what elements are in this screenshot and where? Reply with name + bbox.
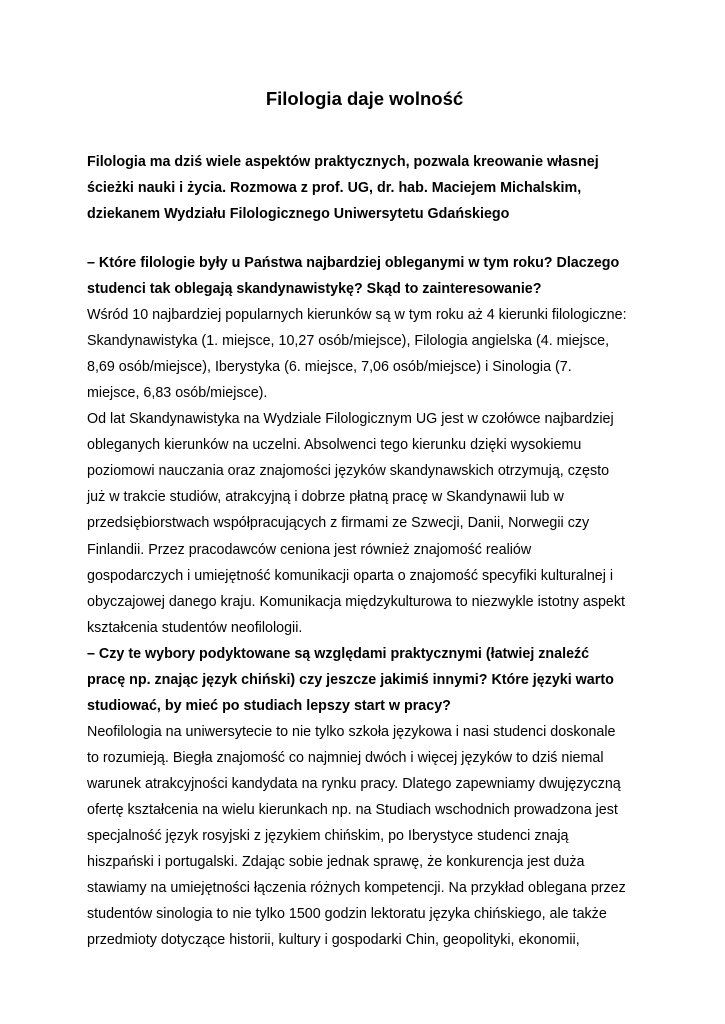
answer-2-paragraph-1: [87, 719, 642, 953]
answer-line: poziomowi nauczania oraz znajomości języków skandynawskich otrzymują, często: [87, 463, 610, 480]
lead-paragraph: [87, 149, 642, 227]
interview-body: [87, 250, 642, 953]
answer-line: warunek atrakcyjności kandydata na rynku pracy. Dlatego zapewniamy dwujęzyczną: [87, 775, 621, 792]
answer-line: 8,69 osób/miejsce), Iberystyka (6. miejsce, 7,06 osób/miejsce) i Sinologia (7.: [87, 359, 572, 376]
answer-line: ofertę kształcenia na wielu kierunkach np. na Studiach wschodnich prowadzona jest: [87, 801, 618, 818]
answer-line: już w trakcie studiów, atrakcyjną i dobrze płatną pracę w Skandynawii lub w: [87, 489, 564, 506]
lead-line: dziekanem Wydziału Filologicznego Uniwersytetu Gdańskiego: [87, 206, 510, 222]
answer-line: hiszpański i portugalski. Zdając sobie jednak sprawę, że konkurencja jest duża: [87, 854, 585, 871]
answer-line: specjalność język rosyjski z językiem chińskim, po Iberystyce studenci znają: [87, 828, 569, 845]
answer-line: przedsiębiorstwach współpracujących z firmami ze Szwecji, Danii, Norwegii czy: [87, 515, 590, 532]
answer-line: Neofilologia na uniwersytecie to nie tylko szkoła językowa i nasi studenci doskonale: [87, 723, 616, 740]
question-1: [87, 250, 642, 302]
answer-line: to rozumieją. Biegła znajomość co najmniej dwóch i więcej języków to dziś niemal: [87, 749, 604, 766]
answer-line: obyczajowej danego kraju. Komunikacja międzykulturowa to niezwykle istotny aspekt: [87, 593, 625, 610]
document-title: Filologia daje wolność: [265, 88, 464, 109]
answer-line: gospodarczych i umiejętność komunikacji oparta o znajomość specyfiki kulturalnej i: [87, 567, 614, 584]
question-line: – Czy te wybory podyktowane są względami praktycznymi (łatwiej znaleźć: [87, 645, 590, 662]
question-line: – Które filologie były u Państwa najbardziej obleganymi w tym roku? Dlaczego: [87, 255, 620, 271]
question-line: studiować, by mieć po studiach lepszy start w pracy?: [87, 697, 451, 714]
question-2: [87, 641, 642, 719]
answer-line: studentów sinologia to nie tylko 1500 godzin lektoratu języka chińskiego, ale także: [87, 906, 607, 923]
answer-line: Od lat Skandynawistyka na Wydziale Filologicznym UG jest w czołówce najbardziej: [87, 411, 614, 428]
answer-line: stawiamy na umiejętności łączenia różnych kompetencji. Na przykład oblegana przez: [87, 880, 626, 897]
answer-line: obleganych kierunków na uczelni. Absolwenci tego kierunku dzięki wysokiemu: [87, 437, 582, 454]
lead-line: ścieżki nauki i życia. Rozmowa z prof. UG, dr. hab. Maciejem Michalskim,: [87, 180, 582, 196]
answer-line: Skandynawistyka (1. miejsce, 10,27 osób/miejsce), Filologia angielska (4. miejsce,: [87, 333, 610, 350]
lead-line: Filologia ma dziś wiele aspektów praktycznych, pozwala kreowanie własnej: [87, 154, 599, 170]
question-line: pracę np. znając język chiński) czy jeszcze jakimiś innymi? Które języki warto: [87, 671, 614, 688]
answer-line: Wśród 10 najbardziej popularnych kierunków są w tym roku aż 4 kierunki filologiczne:: [87, 307, 627, 324]
answer-line: przedmioty dotyczące historii, kultury i gospodarki Chin, geopolityki, ekonomii,: [87, 932, 580, 949]
answer-line: miejsce, 6,83 osób/miejsce).: [87, 385, 268, 402]
answer-line: Finlandii. Przez pracodawców ceniona jest również znajomość realiów: [87, 541, 532, 558]
answer-1-paragraph-2: [87, 406, 642, 640]
question-line: studenci tak oblegają skandynawistykę? Skąd to zainteresowanie?: [87, 281, 542, 298]
answer-line: kształcenia studentów neofilologii.: [87, 619, 303, 636]
answer-1-paragraph-1: [87, 302, 642, 406]
